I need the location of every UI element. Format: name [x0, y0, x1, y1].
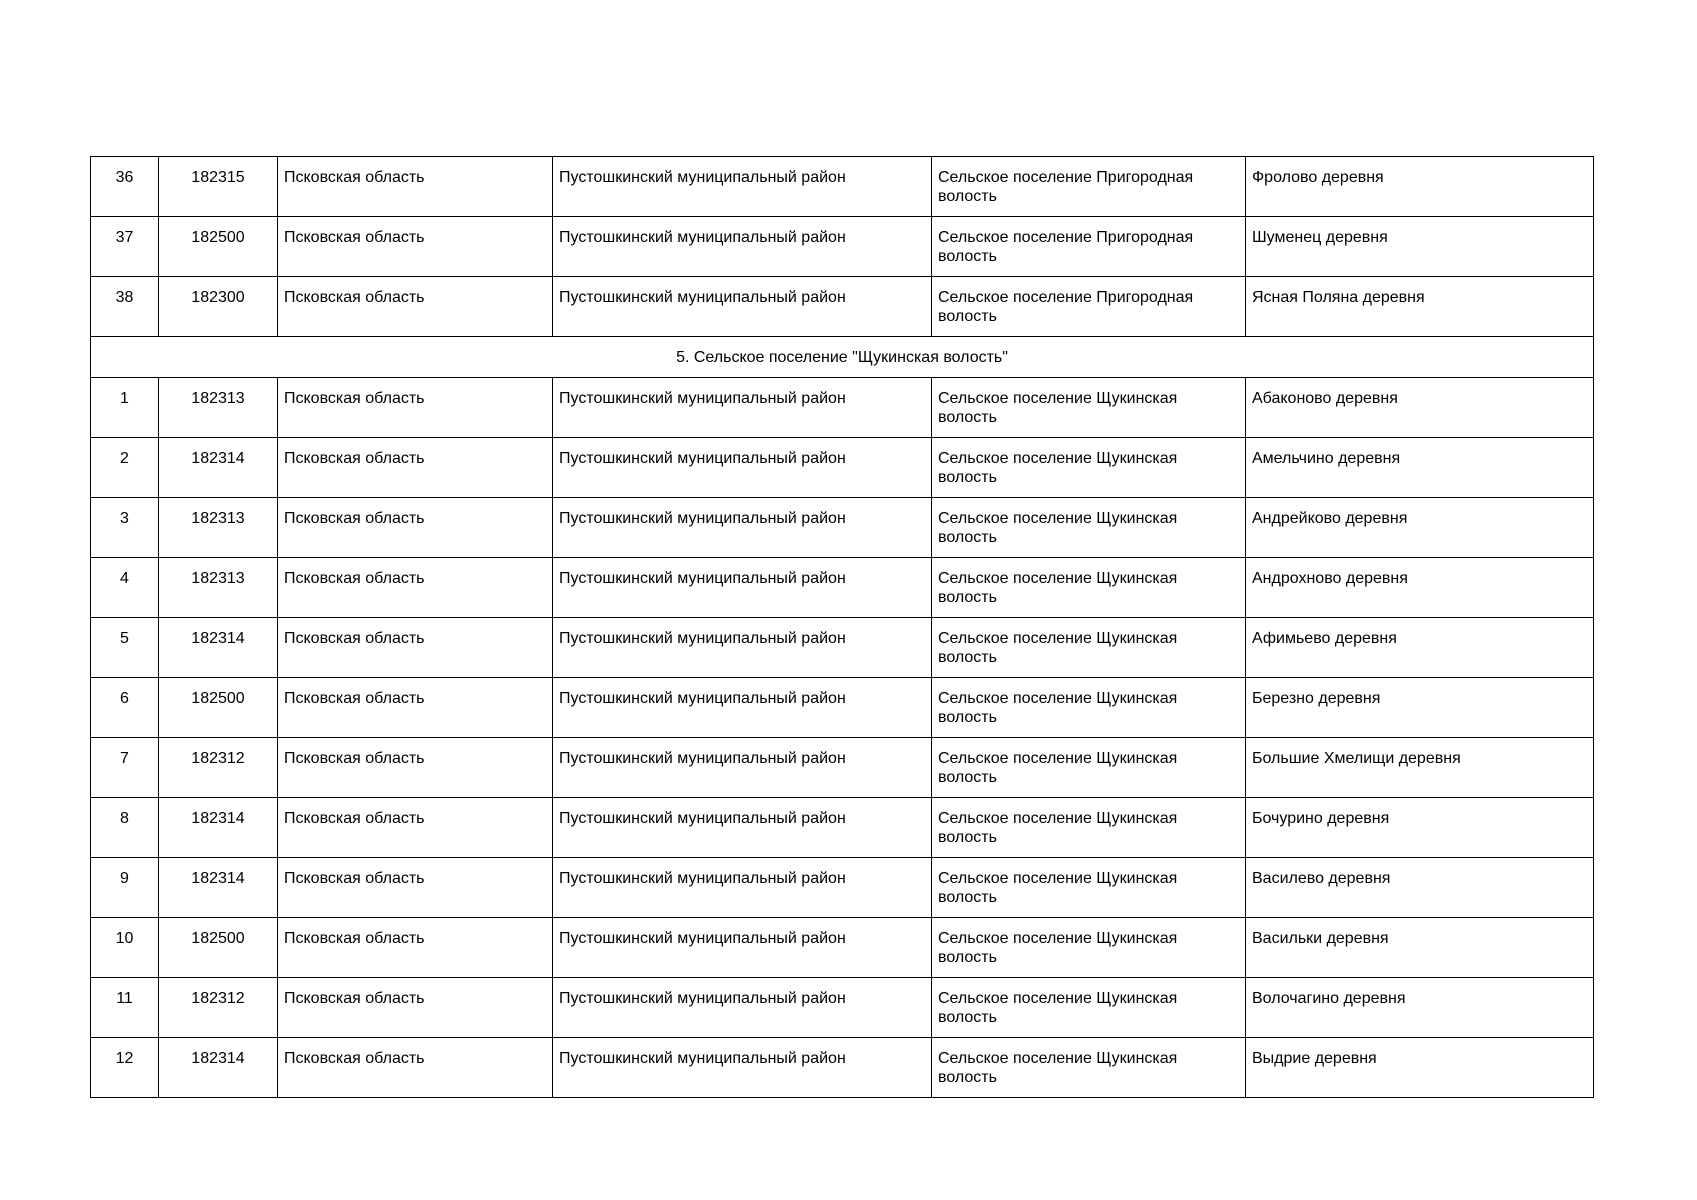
- region-cell: Псковская область: [278, 438, 553, 498]
- region-cell: Псковская область: [278, 618, 553, 678]
- table-row: [91, 277, 1594, 337]
- settlement-cell: Сельское поселение Щукинская волость: [932, 678, 1246, 738]
- settlement-cell: Сельское поселение Щукинская волость: [932, 1038, 1246, 1098]
- district-cell: Пустошкинский муниципальный район: [553, 438, 932, 498]
- region-cell: Псковская область: [278, 217, 553, 277]
- district-cell: Пустошкинский муниципальный район: [553, 678, 932, 738]
- row-number-cell: 10: [91, 918, 159, 978]
- postal-index-cell: 182314: [159, 438, 278, 498]
- locality-cell: Василево деревня: [1246, 858, 1594, 918]
- region-cell: Псковская область: [278, 978, 553, 1038]
- row-number-cell: 6: [91, 678, 159, 738]
- settlement-cell: Сельское поселение Щукинская волость: [932, 378, 1246, 438]
- district-cell: Пустошкинский муниципальный район: [553, 858, 932, 918]
- row-number-cell: 1: [91, 378, 159, 438]
- locality-cell: Андрейково деревня: [1246, 498, 1594, 558]
- table-row: [91, 798, 1594, 858]
- table-row: [91, 498, 1594, 558]
- district-cell: Пустошкинский муниципальный район: [553, 558, 932, 618]
- region-cell: Псковская область: [278, 498, 553, 558]
- locality-cell: Волочагино деревня: [1246, 978, 1594, 1038]
- postal-index-cell: 182313: [159, 378, 278, 438]
- settlement-cell: Сельское поселение Щукинская волость: [932, 498, 1246, 558]
- postal-index-cell: 182500: [159, 217, 278, 277]
- table-row: [91, 978, 1594, 1038]
- postal-index-cell: 182314: [159, 618, 278, 678]
- locality-register-table: [90, 156, 1594, 1098]
- district-cell: Пустошкинский муниципальный район: [553, 498, 932, 558]
- table-row: [91, 618, 1594, 678]
- district-cell: Пустошкинский муниципальный район: [553, 277, 932, 337]
- row-number-cell: 12: [91, 1038, 159, 1098]
- postal-index-cell: 182314: [159, 858, 278, 918]
- region-cell: Псковская область: [278, 1038, 553, 1098]
- locality-cell: Бочурино деревня: [1246, 798, 1594, 858]
- row-number-cell: 7: [91, 738, 159, 798]
- row-number-cell: 8: [91, 798, 159, 858]
- postal-index-cell: 182313: [159, 498, 278, 558]
- settlement-cell: Сельское поселение Щукинская волость: [932, 918, 1246, 978]
- settlement-cell: Сельское поселение Пригородная волость: [932, 277, 1246, 337]
- region-cell: Псковская область: [278, 277, 553, 337]
- row-number-cell: 5: [91, 618, 159, 678]
- table-row: [91, 1038, 1594, 1098]
- postal-index-cell: 182314: [159, 1038, 278, 1098]
- table-row: [91, 738, 1594, 798]
- district-cell: Пустошкинский муниципальный район: [553, 738, 932, 798]
- settlement-cell: Сельское поселение Щукинская волость: [932, 558, 1246, 618]
- table-row: [91, 678, 1594, 738]
- postal-index-cell: 182500: [159, 918, 278, 978]
- locality-cell: Амельчино деревня: [1246, 438, 1594, 498]
- district-cell: Пустошкинский муниципальный район: [553, 618, 932, 678]
- row-number-cell: 36: [91, 157, 159, 217]
- locality-cell: Афимьево деревня: [1246, 618, 1594, 678]
- district-cell: Пустошкинский муниципальный район: [553, 378, 932, 438]
- district-cell: Пустошкинский муниципальный район: [553, 217, 932, 277]
- postal-index-cell: 182315: [159, 157, 278, 217]
- locality-cell: Андрохново деревня: [1246, 558, 1594, 618]
- postal-index-cell: 182300: [159, 277, 278, 337]
- postal-index-cell: 182314: [159, 798, 278, 858]
- locality-cell: Фролово деревня: [1246, 157, 1594, 217]
- settlement-cell: Сельское поселение Щукинская волость: [932, 858, 1246, 918]
- settlement-cell: Сельское поселение Щукинская волость: [932, 978, 1246, 1038]
- table-row: [91, 558, 1594, 618]
- district-cell: Пустошкинский муниципальный район: [553, 798, 932, 858]
- table-row: [91, 438, 1594, 498]
- table-row: [91, 858, 1594, 918]
- postal-index-cell: 182312: [159, 978, 278, 1038]
- region-cell: Псковская область: [278, 157, 553, 217]
- region-cell: Псковская область: [278, 558, 553, 618]
- postal-index-cell: 182500: [159, 678, 278, 738]
- locality-cell: Березно деревня: [1246, 678, 1594, 738]
- row-number-cell: 37: [91, 217, 159, 277]
- table-row: [91, 157, 1594, 217]
- section-title: 5. Сельское поселение "Щукинская волость": [91, 337, 1594, 378]
- locality-cell: Выдрие деревня: [1246, 1038, 1594, 1098]
- region-cell: Псковская область: [278, 858, 553, 918]
- row-number-cell: 9: [91, 858, 159, 918]
- register-table-body: [91, 157, 1594, 1098]
- table-row: [91, 918, 1594, 978]
- row-number-cell: 11: [91, 978, 159, 1038]
- locality-cell: Васильки деревня: [1246, 918, 1594, 978]
- settlement-cell: Сельское поселение Щукинская волость: [932, 798, 1246, 858]
- row-number-cell: 2: [91, 438, 159, 498]
- settlement-cell: Сельское поселение Пригородная волость: [932, 217, 1246, 277]
- locality-cell: Шуменец деревня: [1246, 217, 1594, 277]
- settlement-cell: Сельское поселение Щукинская волость: [932, 738, 1246, 798]
- region-cell: Псковская область: [278, 738, 553, 798]
- region-cell: Псковская область: [278, 798, 553, 858]
- district-cell: Пустошкинский муниципальный район: [553, 978, 932, 1038]
- section-header-row: [91, 337, 1594, 378]
- locality-cell: Ясная Поляна деревня: [1246, 277, 1594, 337]
- settlement-cell: Сельское поселение Щукинская волость: [932, 618, 1246, 678]
- district-cell: Пустошкинский муниципальный район: [553, 918, 932, 978]
- row-number-cell: 4: [91, 558, 159, 618]
- postal-index-cell: 182312: [159, 738, 278, 798]
- settlement-cell: Сельское поселение Щукинская волость: [932, 438, 1246, 498]
- locality-cell: Большие Хмелищи деревня: [1246, 738, 1594, 798]
- row-number-cell: 3: [91, 498, 159, 558]
- district-cell: Пустошкинский муниципальный район: [553, 157, 932, 217]
- settlement-cell: Сельское поселение Пригородная волость: [932, 157, 1246, 217]
- region-cell: Псковская область: [278, 918, 553, 978]
- row-number-cell: 38: [91, 277, 159, 337]
- locality-cell: Абаконово деревня: [1246, 378, 1594, 438]
- table-row: [91, 217, 1594, 277]
- district-cell: Пустошкинский муниципальный район: [553, 1038, 932, 1098]
- table-row: [91, 378, 1594, 438]
- region-cell: Псковская область: [278, 678, 553, 738]
- region-cell: Псковская область: [278, 378, 553, 438]
- postal-index-cell: 182313: [159, 558, 278, 618]
